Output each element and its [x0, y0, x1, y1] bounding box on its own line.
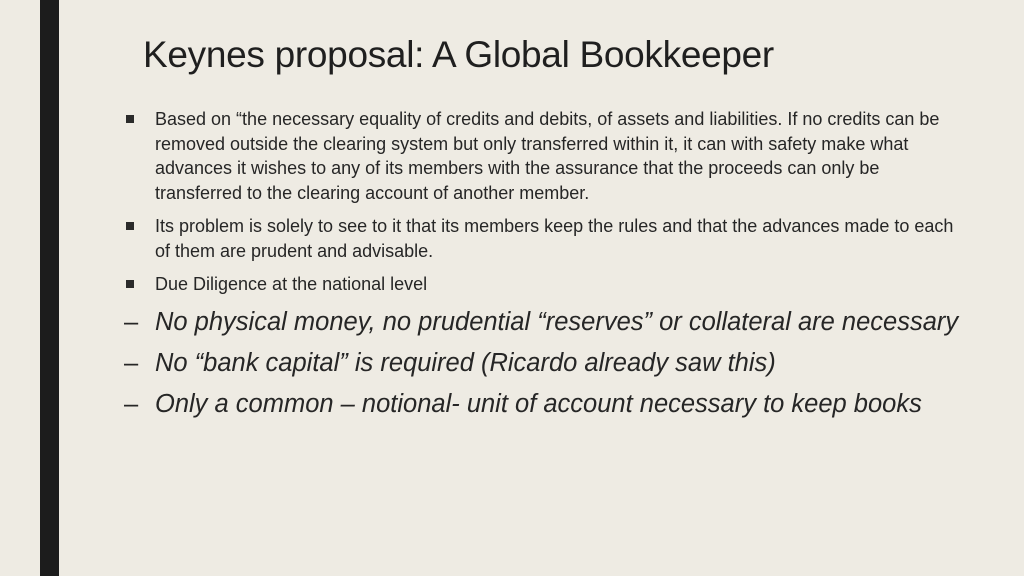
square-bullet-icon [126, 115, 134, 123]
subpoint-text: No “bank capital” is required (Ricardo already saw this) [155, 348, 776, 377]
bullet-text: Based on “the necessary equality of credits and debits, of assets and liabilities. If no credits can be removed outside the clearing system but only transferred within it, it can with safety make what advances it wishes to any of its members with the assurance that the proceeds can only be transferred to the clearing account of another member. [155, 109, 940, 203]
subpoint-text: No physical money, no prudential “reserves” or collateral are necessary [155, 307, 959, 336]
bullet-item [120, 214, 960, 263]
bullet-text: Due Diligence at the national level [155, 274, 428, 294]
subpoint-item [120, 347, 960, 380]
bullet-item [120, 107, 960, 205]
dash-bullet-icon: – [124, 307, 139, 336]
subpoint-item [120, 306, 960, 339]
square-bullet-icon [126, 222, 134, 230]
bullet-item [120, 272, 960, 297]
bullet-text: Its problem is solely to see to it that its members keep the rules and that the advances made to each of them are prudent and advisable. [155, 216, 954, 261]
slide-title: Keynes proposal: A Global Bookkeeper [143, 34, 774, 75]
dash-bullet-icon: – [124, 389, 139, 418]
square-bullet-icon [126, 280, 134, 288]
subpoint-item [120, 388, 960, 421]
accent-sidebar-bar [40, 0, 59, 576]
dash-bullet-icon: – [124, 348, 139, 377]
slide-content [120, 107, 960, 429]
subpoint-text: Only a common – notional- unit of account necessary to keep books [155, 389, 922, 418]
